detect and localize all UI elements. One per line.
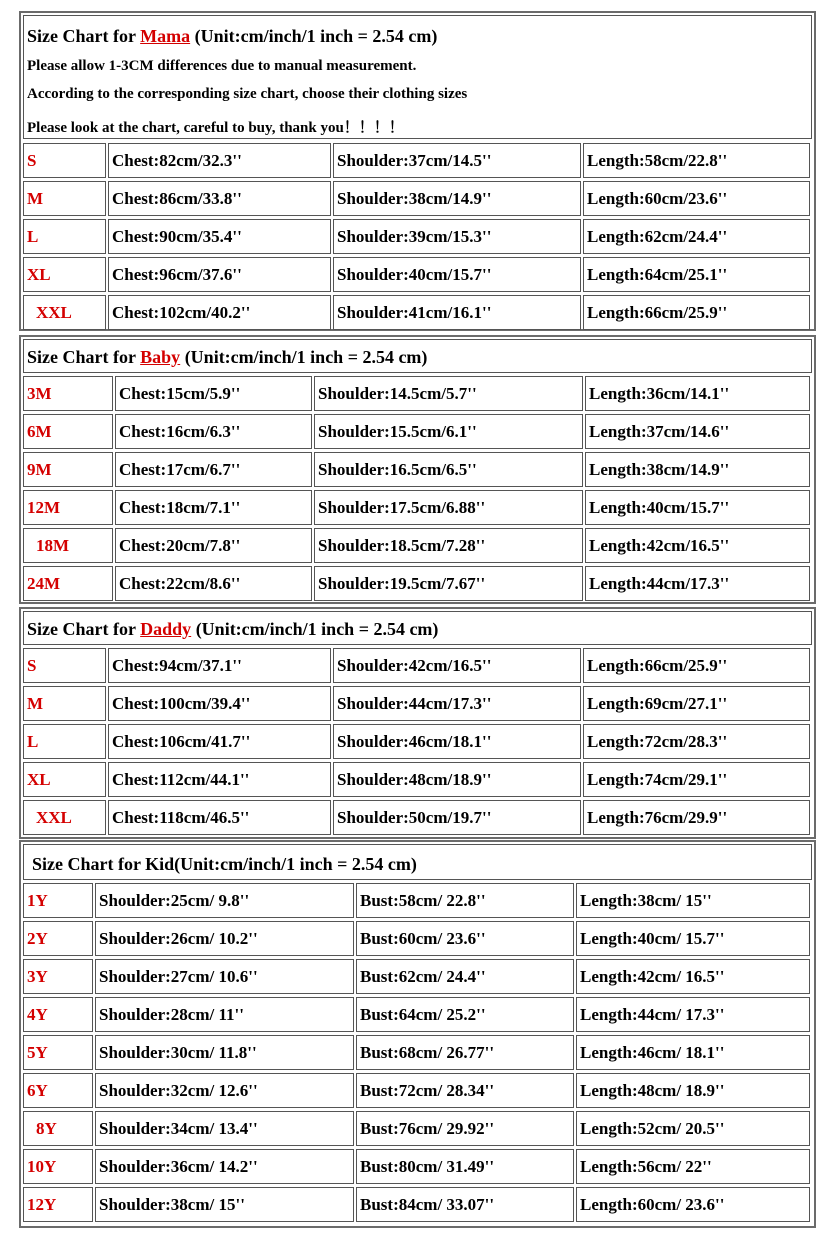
daddy-row-1-size: S [23,648,106,683]
baby-row-3-col-1: Chest:17cm/6.7'' [115,452,312,487]
mama-row-4-col-3: Length:64cm/25.1'' [583,257,810,292]
kid-row-5-col-3: Length:46cm/ 18.1'' [576,1035,810,1070]
daddy-row-1-col-3: Length:66cm/25.9'' [583,648,810,683]
mama-note-1: Please allow 1-3CM differences due to manual measurement. [27,58,417,74]
daddy-row-5-col-2: Shoulder:50cm/19.7'' [333,800,581,835]
kid-row-1-size: 1Y [23,883,93,918]
daddy-row-3-size: L [23,724,106,759]
kid-row-1-col-3: Length:38cm/ 15'' [576,883,810,918]
kid-row-3-col-1: Shoulder:27cm/ 10.6'' [95,959,354,994]
kid-row-9-col-1: Shoulder:38cm/ 15'' [95,1187,354,1222]
kid-row-7-col-1: Shoulder:34cm/ 13.4'' [95,1111,354,1146]
mama-row-1-col-1: Chest:82cm/32.3'' [108,143,331,178]
kid-row-3-size: 3Y [23,959,93,994]
kid-row-8-col-1: Shoulder:36cm/ 14.2'' [95,1149,354,1184]
daddy-title [27,619,438,640]
kid-header [23,844,812,880]
mama-title-prefix: Size Chart for [27,26,141,46]
baby-title-name: Baby [140,347,181,367]
baby-row-1-col-1: Chest:15cm/5.9'' [115,376,312,411]
kid-title: Size Chart for Kid(Unit:cm/inch/1 inch = 2.54 cm) [32,854,417,874]
mama-row-2-col-2: Shoulder:38cm/14.9'' [333,181,581,216]
kid-row-3-col-3: Length:42cm/ 16.5'' [576,959,810,994]
daddy-row-2-size: M [23,686,106,721]
mama-row-3-col-3: Length:62cm/24.4'' [583,219,810,254]
baby-row-1-col-3: Length:36cm/14.1'' [585,376,810,411]
daddy-row-4-size: XL [23,762,106,797]
kid-row-6-col-3: Length:48cm/ 18.9'' [576,1073,810,1108]
kid-row-6-size: 6Y [23,1073,93,1108]
mama-title-name: Mama [140,26,191,46]
baby-title-prefix: Size Chart for [27,347,141,367]
kid-row-4-size: 4Y [23,997,93,1032]
daddy-row-5-size: XXL [23,800,106,835]
baby-header [23,339,812,373]
baby-row-4-col-2: Shoulder:17.5cm/6.88'' [314,490,583,525]
mama-title [27,26,437,47]
mama-row-5-col-2: Shoulder:41cm/16.1'' [333,295,581,330]
kid-row-4-col-3: Length:44cm/ 17.3'' [576,997,810,1032]
baby-row-6-col-1: Chest:22cm/8.6'' [115,566,312,601]
kid-row-7-col-3: Length:52cm/ 20.5'' [576,1111,810,1146]
baby-row-2-size: 6M [23,414,113,449]
baby-row-2-col-3: Length:37cm/14.6'' [585,414,810,449]
kid-row-6-col-1: Shoulder:32cm/ 12.6'' [95,1073,354,1108]
mama-row-3-size: L [23,219,106,254]
mama-note-2: According to the corresponding size chart, choose their clothing sizes [27,86,468,102]
baby-row-5-col-3: Length:42cm/16.5'' [585,528,810,563]
daddy-row-4-col-3: Length:74cm/29.1'' [583,762,810,797]
mama-row-4-size: XL [23,257,106,292]
baby-row-4-col-1: Chest:18cm/7.1'' [115,490,312,525]
baby-size-section [19,335,816,604]
kid-row-4-col-2: Bust:64cm/ 25.2'' [356,997,574,1032]
kid-row-4-col-1: Shoulder:28cm/ 11'' [95,997,354,1032]
baby-title [27,347,427,368]
baby-row-5-col-1: Chest:20cm/7.8'' [115,528,312,563]
mama-row-2-col-3: Length:60cm/23.6'' [583,181,810,216]
mama-title-suffix: (Unit:cm/inch/1 inch = 2.54 cm) [190,26,438,46]
mama-row-2-col-1: Chest:86cm/33.8'' [108,181,331,216]
mama-row-3-col-2: Shoulder:39cm/15.3'' [333,219,581,254]
baby-row-1-size: 3M [23,376,113,411]
mama-row-4-col-2: Shoulder:40cm/15.7'' [333,257,581,292]
baby-row-2-col-2: Shoulder:15.5cm/6.1'' [314,414,583,449]
kid-row-5-col-1: Shoulder:30cm/ 11.8'' [95,1035,354,1070]
baby-row-1-col-2: Shoulder:14.5cm/5.7'' [314,376,583,411]
daddy-size-section [19,607,816,839]
kid-row-6-col-2: Bust:72cm/ 28.34'' [356,1073,574,1108]
daddy-row-3-col-2: Shoulder:46cm/18.1'' [333,724,581,759]
mama-note-3: Please look at the chart, careful to buy, thank you！！！！ [27,120,404,136]
mama-size-section [19,11,816,331]
baby-row-3-size: 9M [23,452,113,487]
mama-row-5-size: XXL [23,295,106,330]
kid-row-2-col-1: Shoulder:26cm/ 10.2'' [95,921,354,956]
mama-header [23,15,812,139]
kid-row-7-col-2: Bust:76cm/ 29.92'' [356,1111,574,1146]
kid-row-8-col-2: Bust:80cm/ 31.49'' [356,1149,574,1184]
daddy-row-1-col-2: Shoulder:42cm/16.5'' [333,648,581,683]
daddy-row-2-col-2: Shoulder:44cm/17.3'' [333,686,581,721]
kid-row-1-col-2: Bust:58cm/ 22.8'' [356,883,574,918]
baby-row-6-col-2: Shoulder:19.5cm/7.67'' [314,566,583,601]
baby-row-3-col-2: Shoulder:16.5cm/6.5'' [314,452,583,487]
daddy-title-prefix: Size Chart for [27,619,141,639]
daddy-row-2-col-3: Length:69cm/27.1'' [583,686,810,721]
daddy-title-name: Daddy [140,619,192,639]
kid-row-2-size: 2Y [23,921,93,956]
mama-row-4-col-1: Chest:96cm/37.6'' [108,257,331,292]
daddy-row-3-col-1: Chest:106cm/41.7'' [108,724,331,759]
daddy-row-5-col-1: Chest:118cm/46.5'' [108,800,331,835]
baby-row-5-col-2: Shoulder:18.5cm/7.28'' [314,528,583,563]
kid-row-2-col-2: Bust:60cm/ 23.6'' [356,921,574,956]
baby-title-suffix: (Unit:cm/inch/1 inch = 2.54 cm) [180,347,428,367]
kid-size-section [19,840,816,1228]
daddy-row-2-col-1: Chest:100cm/39.4'' [108,686,331,721]
kid-row-8-col-3: Length:56cm/ 22'' [576,1149,810,1184]
daddy-header [23,611,812,645]
kid-row-8-size: 10Y [23,1149,93,1184]
baby-row-4-col-3: Length:40cm/15.7'' [585,490,810,525]
baby-row-2-col-1: Chest:16cm/6.3'' [115,414,312,449]
daddy-row-4-col-1: Chest:112cm/44.1'' [108,762,331,797]
kid-row-9-col-3: Length:60cm/ 23.6'' [576,1187,810,1222]
kid-row-3-col-2: Bust:62cm/ 24.4'' [356,959,574,994]
kid-row-7-size: 8Y [23,1111,93,1146]
kid-row-5-col-2: Bust:68cm/ 26.77'' [356,1035,574,1070]
daddy-title-suffix: (Unit:cm/inch/1 inch = 2.54 cm) [191,619,439,639]
mama-row-1-size: S [23,143,106,178]
daddy-row-1-col-1: Chest:94cm/37.1'' [108,648,331,683]
baby-row-6-size: 24M [23,566,113,601]
baby-row-4-size: 12M [23,490,113,525]
mama-row-3-col-1: Chest:90cm/35.4'' [108,219,331,254]
baby-row-6-col-3: Length:44cm/17.3'' [585,566,810,601]
daddy-row-4-col-2: Shoulder:48cm/18.9'' [333,762,581,797]
baby-row-5-size: 18M [23,528,113,563]
kid-row-9-size: 12Y [23,1187,93,1222]
kid-row-5-size: 5Y [23,1035,93,1070]
kid-row-9-col-2: Bust:84cm/ 33.07'' [356,1187,574,1222]
mama-row-1-col-2: Shoulder:37cm/14.5'' [333,143,581,178]
daddy-row-5-col-3: Length:76cm/29.9'' [583,800,810,835]
mama-row-5-col-3: Length:66cm/25.9'' [583,295,810,330]
baby-row-3-col-3: Length:38cm/14.9'' [585,452,810,487]
kid-row-2-col-3: Length:40cm/ 15.7'' [576,921,810,956]
mama-row-5-col-1: Chest:102cm/40.2'' [108,295,331,330]
mama-row-2-size: M [23,181,106,216]
mama-row-1-col-3: Length:58cm/22.8'' [583,143,810,178]
kid-row-1-col-1: Shoulder:25cm/ 9.8'' [95,883,354,918]
daddy-row-3-col-3: Length:72cm/28.3'' [583,724,810,759]
